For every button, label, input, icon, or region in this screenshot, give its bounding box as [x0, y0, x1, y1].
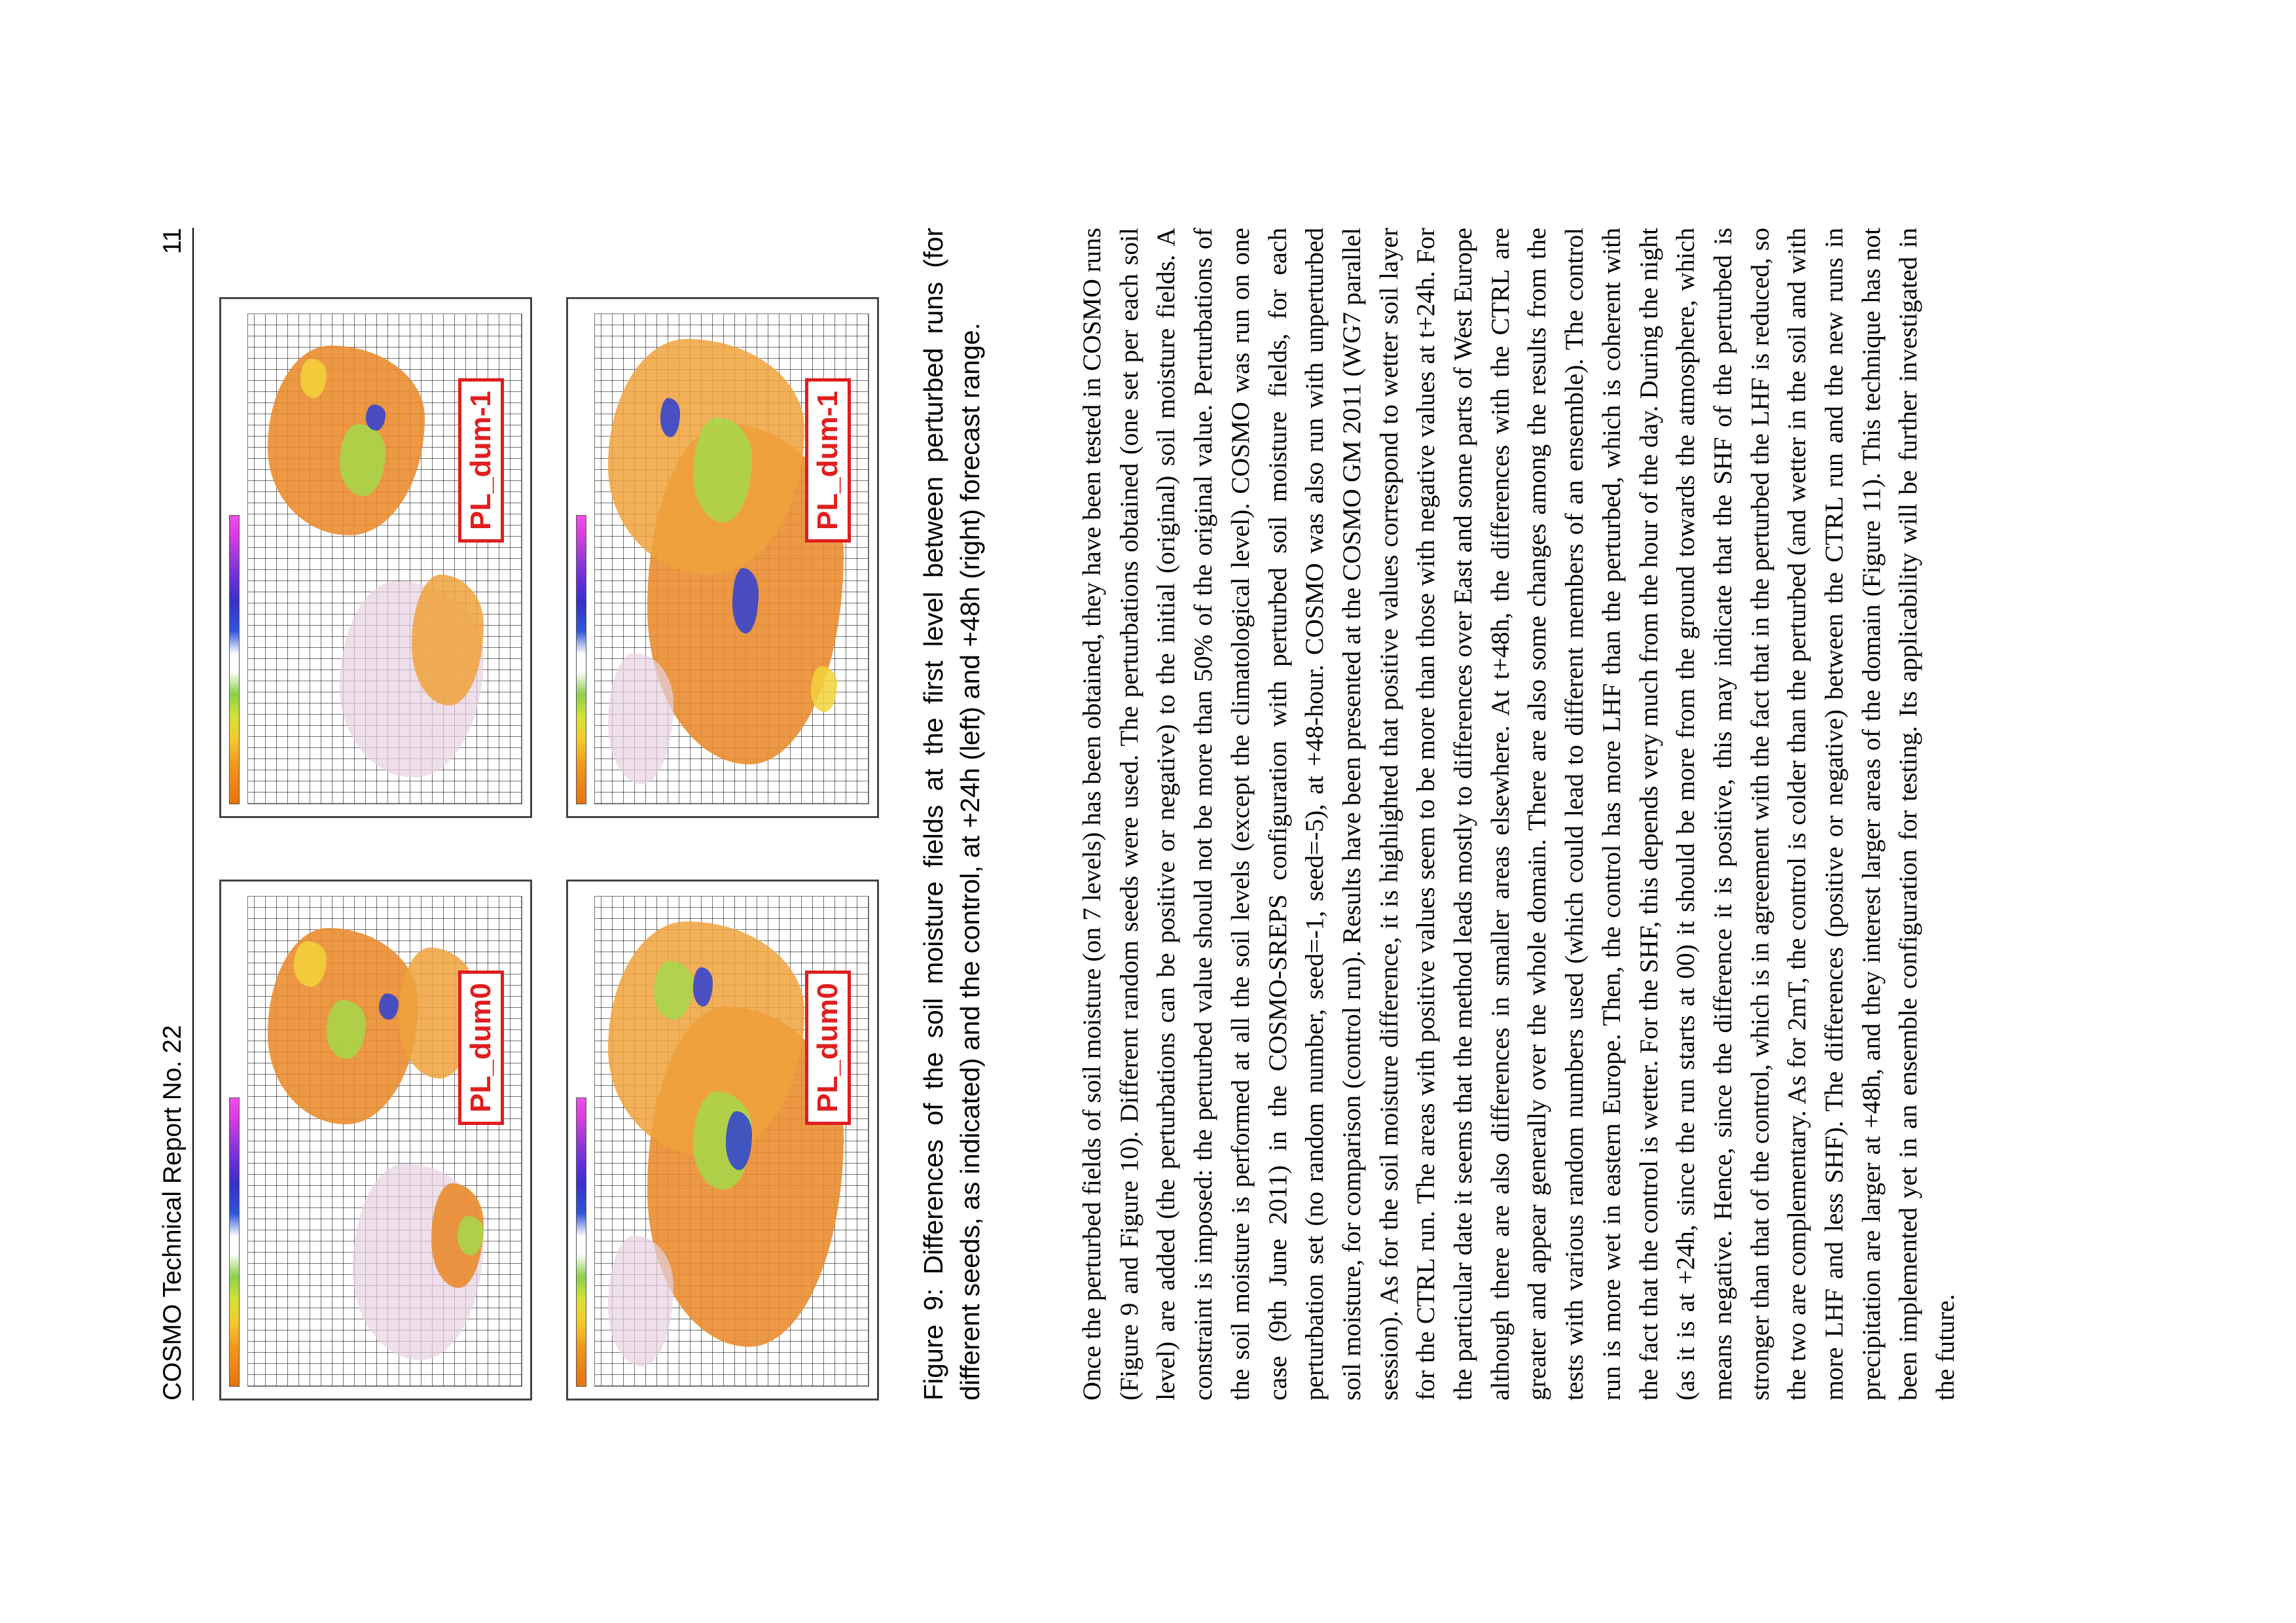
colorbar — [229, 1097, 240, 1387]
running-title: COSMO Technical Report No. 22 — [158, 1025, 187, 1400]
map-panel-dum-1-24h — [219, 297, 532, 818]
body-paragraph: Once the perturbed fields of soil moisture (on 7 levels) has been obtained, they have been tested in COSMO runs (Figure 9 and Figure 10). Different random seeds were used. The perturbations obtained (one set per each soil level) are added (the perturbations can be positive or negative) to the initial (original) soil moisture fields. A constraint is imposed: the perturbed value should not be more than 50% of the original value. Perturbations of the soil moisture is performed at all the soil levels (except the climatological level). COSMO was run on one case (9th June 2011) in the COSMO-SREPS configuration with perturbed soil moisture fields, for each perturbation set (no random number, seed=-1, seed=-5), at +48-hour. COSMO was also run with unperturbed soil moisture, for comparison (control run). Results have been presented at the COSMO GM 2011 (WG7 parallel session). As for the soil moisture difference, it is highlighted that positive values correspond to wetter soil layer for the CTRL run. The areas with positive values seem to be more than those with negative values at t+24h. For the particular date it seems that the method leads mostly to differences over East and some parts of West Europe although there are also differences in smaller areas elsewhere. At t+48h, the differences with the CTRL are greater and appear generally over the whole domain. There are also some changes among the results from the tests with various random numbers used (which could lead to different members of an ensemble). The control run is more wet in eastern Europe. Then, the control has more LHF than the perturbed, which is coherent with the fact that the control is wetter. For the SHF, this depends very much from the hour of the day. During the night (as it is at +24h, since the run starts at 00) it should be more from the ground towards the atmosphere, which means negative. Hence, since the difference it is positive, this may indicate that the SHF of the perturbed is stronger than that of the control, which is in agreement with the fact that in the perturbed the LHF is reduced, so the two are complementary. As for 2mT, the control is colder than the perturbed (and wetter in the soil and with more LHF and less SHF). The differences (positive or negative) between the CTRL run and the new runs in precipitation are larger at +48h, and they interest larger areas of the domain (Figure 11). This technique has not been implemented yet in an ensemble configuration for testing. Its applicability will be further investigated in the future. — [1077, 228, 1960, 1400]
panel-label: PL_dum-1 — [805, 378, 851, 543]
panel-label: PL_dum-1 — [458, 378, 504, 543]
running-header — [145, 228, 194, 1400]
panel-label: PL_dum0 — [458, 971, 504, 1125]
figure-9 — [219, 223, 906, 1400]
map-panel-dum0-48h — [566, 880, 879, 1400]
map-panel-dum-1-48h — [566, 297, 879, 818]
colorbar — [576, 1097, 586, 1387]
map-panel-dum0-24h — [219, 880, 532, 1400]
figure-caption: Figure 9: Differences of the soil moisture fields at the first level between perturbed runs (for different seeds, as indicated) and the control, at +24h (left) and +48h (right) forecast range. — [918, 228, 985, 1400]
colorbar — [576, 515, 586, 804]
map-image — [594, 896, 869, 1387]
page-number: 11 — [158, 228, 187, 255]
panel-label: PL_dum0 — [805, 971, 851, 1125]
map-image — [247, 896, 522, 1387]
colorbar — [229, 515, 240, 804]
